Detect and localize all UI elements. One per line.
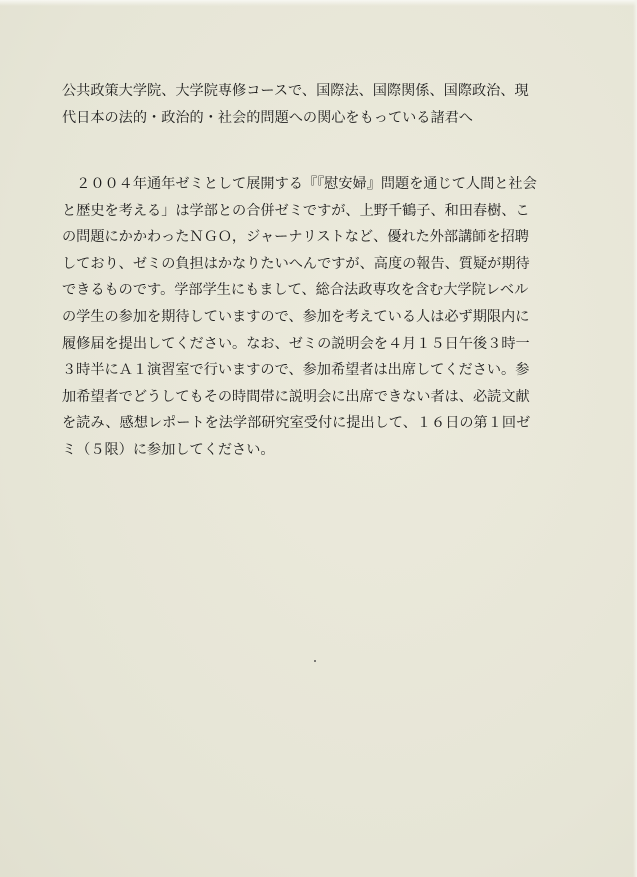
body-line: の問題にかかわったＮＧＯ，ジャーナリストなど、優れた外部講師を招聘 — [62, 229, 529, 246]
body-line: 履修届を提出してください。なお、ゼミの説明会を４月１５日午後３時一 — [62, 335, 530, 352]
body-line: できるものです。学部学生にもまして、総合法政専攻を含む大学院レベル — [62, 282, 529, 299]
heading-paragraph — [62, 78, 582, 131]
body-line: ミ（５限）に参加してください。 — [62, 441, 275, 458]
body-line: の学生の参加を期待していますので、参加を考えている人は必ず期限内に — [62, 308, 530, 325]
body-line: しており、ゼミの負担はかなりたいへんですが、高度の報告、質疑が期待 — [62, 255, 530, 272]
body-line: ３時半にＡ１演習室で行いますので、参加希望者は出席してください。参 — [62, 362, 530, 379]
heading-line: 公共政策大学院、大学院専修コースで、国際法、国際関係、国際政治、現 — [62, 83, 529, 99]
body-line: ２００４年通年ゼミとして展開する『『慰安婦』問題を通じて人間と社会 — [62, 176, 537, 192]
body-paragraph — [62, 171, 582, 464]
body-line: を読み、感想レポートを法学部研究室受付に提出して、１６日の第１回ゼ — [62, 415, 531, 432]
scan-edge-top — [0, 0, 637, 6]
scan-dust-speck — [314, 660, 316, 662]
body-line: と歴史を考える」は学部との合併ゼミですが、上野千鶴子、和田春樹、こ — [62, 202, 530, 219]
body-line: 加希望者でどうしてもその時間帯に説明会に出席できない者は、必読文献 — [62, 388, 530, 405]
scan-edge-right — [633, 0, 637, 877]
heading-line: 代日本の法的・政治的・社会的問題への関心をもっている諸君へ — [62, 109, 473, 126]
